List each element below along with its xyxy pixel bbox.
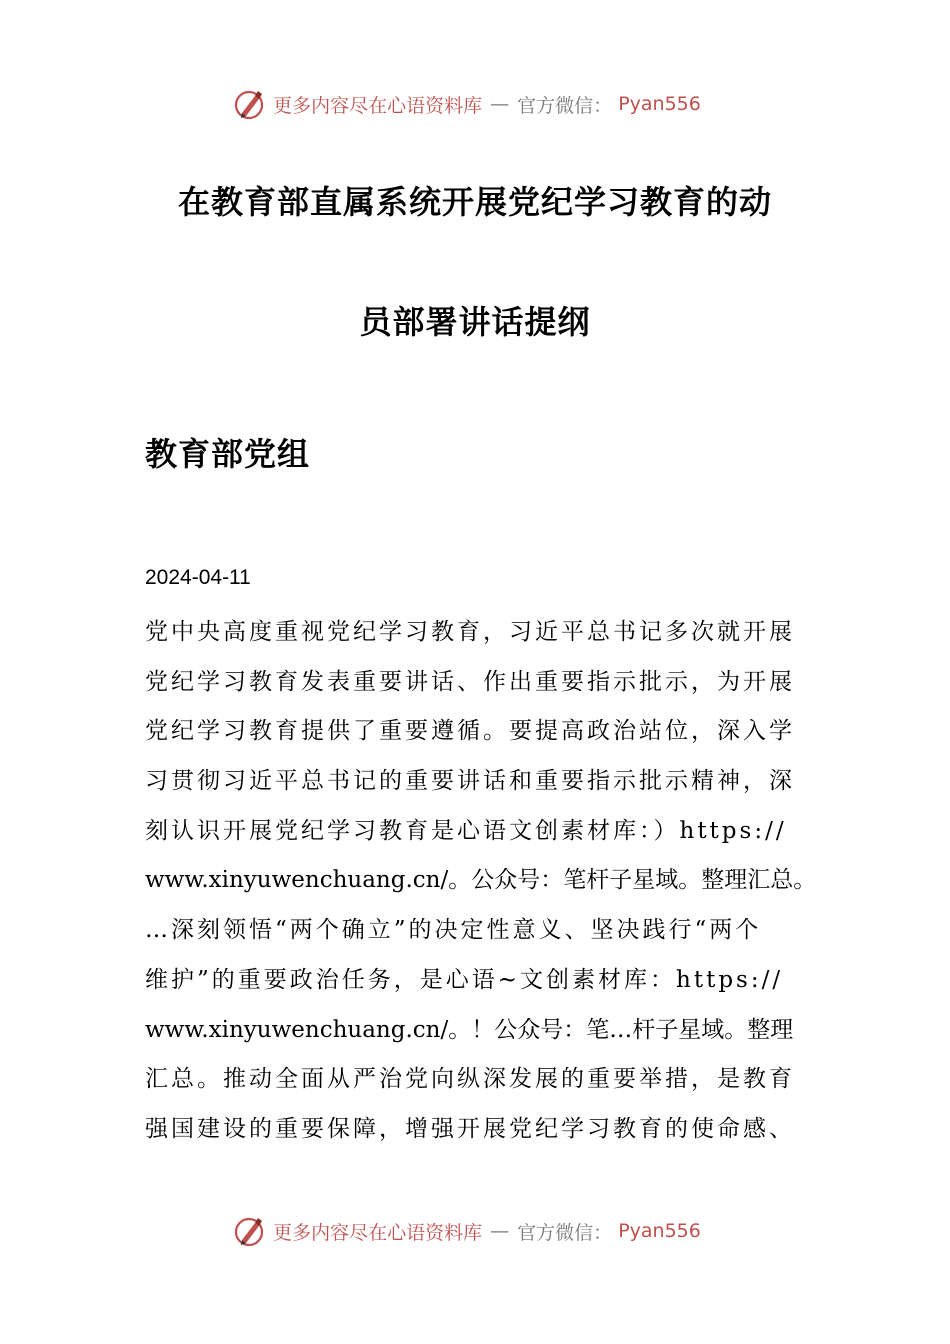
body-line: 党中央高度重视党纪学习教育，习近平总书记多次就开展 xyxy=(145,619,795,645)
body-line: 党纪学习教育提供了重要遵循。要提高政治站位，深入学 xyxy=(145,718,795,745)
document-body xyxy=(145,614,825,1161)
banner-wechat-id: Pyan556 xyxy=(618,93,701,115)
document-author: 教育部党组 xyxy=(145,435,311,473)
body-line: 习贯彻习近平总书记的重要讲话和重要指示批示精神，深 xyxy=(145,768,795,795)
body-line: 维护”的重要政治任务，是心语~文创素材库：https:// xyxy=(145,966,784,993)
header-banner xyxy=(0,84,950,124)
banner-wechat-label: 官方微信： xyxy=(517,1221,613,1244)
banner-dash: — xyxy=(490,93,510,115)
footer-banner xyxy=(0,1211,950,1251)
document-title-line-1: 在教育部直属系统开展党纪学习教育的动 xyxy=(177,183,772,221)
body-line: www.xinyuwenchuang.cn/。！公众号：笔…杆子星域。整理 xyxy=(145,1016,794,1043)
body-line: 强国建设的重要保障，增强开展党纪学习教育的使命感、 xyxy=(145,1115,795,1142)
banner-slogan: 更多内容尽在心语资料库 xyxy=(273,94,483,117)
banner-dash: — xyxy=(490,1220,510,1242)
body-line: 汇总。推动全面从严治党向纵深发展的重要举措，是教育 xyxy=(145,1066,795,1093)
document-date: 2024-04-11 xyxy=(145,566,251,589)
body-line: …深刻领悟“两个确立”的决定性意义、坚决践行“两个 xyxy=(145,917,762,944)
banner-slogan: 更多内容尽在心语资料库 xyxy=(273,1221,483,1244)
pen-logo-icon xyxy=(233,1214,267,1248)
banner-wechat-id: Pyan556 xyxy=(618,1220,701,1242)
banner-wechat-label: 官方微信： xyxy=(517,94,613,117)
header-banner-content xyxy=(233,87,701,121)
body-line: www.xinyuwenchuang.cn/。公众号：笔杆子星域。整理汇总。 xyxy=(145,867,817,894)
body-line: 刻认识开展党纪学习教育是心语文创素材库：）https:// xyxy=(145,817,787,844)
pen-logo-icon xyxy=(233,87,267,121)
footer-banner-content xyxy=(233,1214,701,1248)
body-line: 党纪学习教育发表重要讲话、作出重要指示批示，为开展 xyxy=(145,668,795,695)
document-title-line-2: 员部署讲话提纲 xyxy=(359,303,591,341)
